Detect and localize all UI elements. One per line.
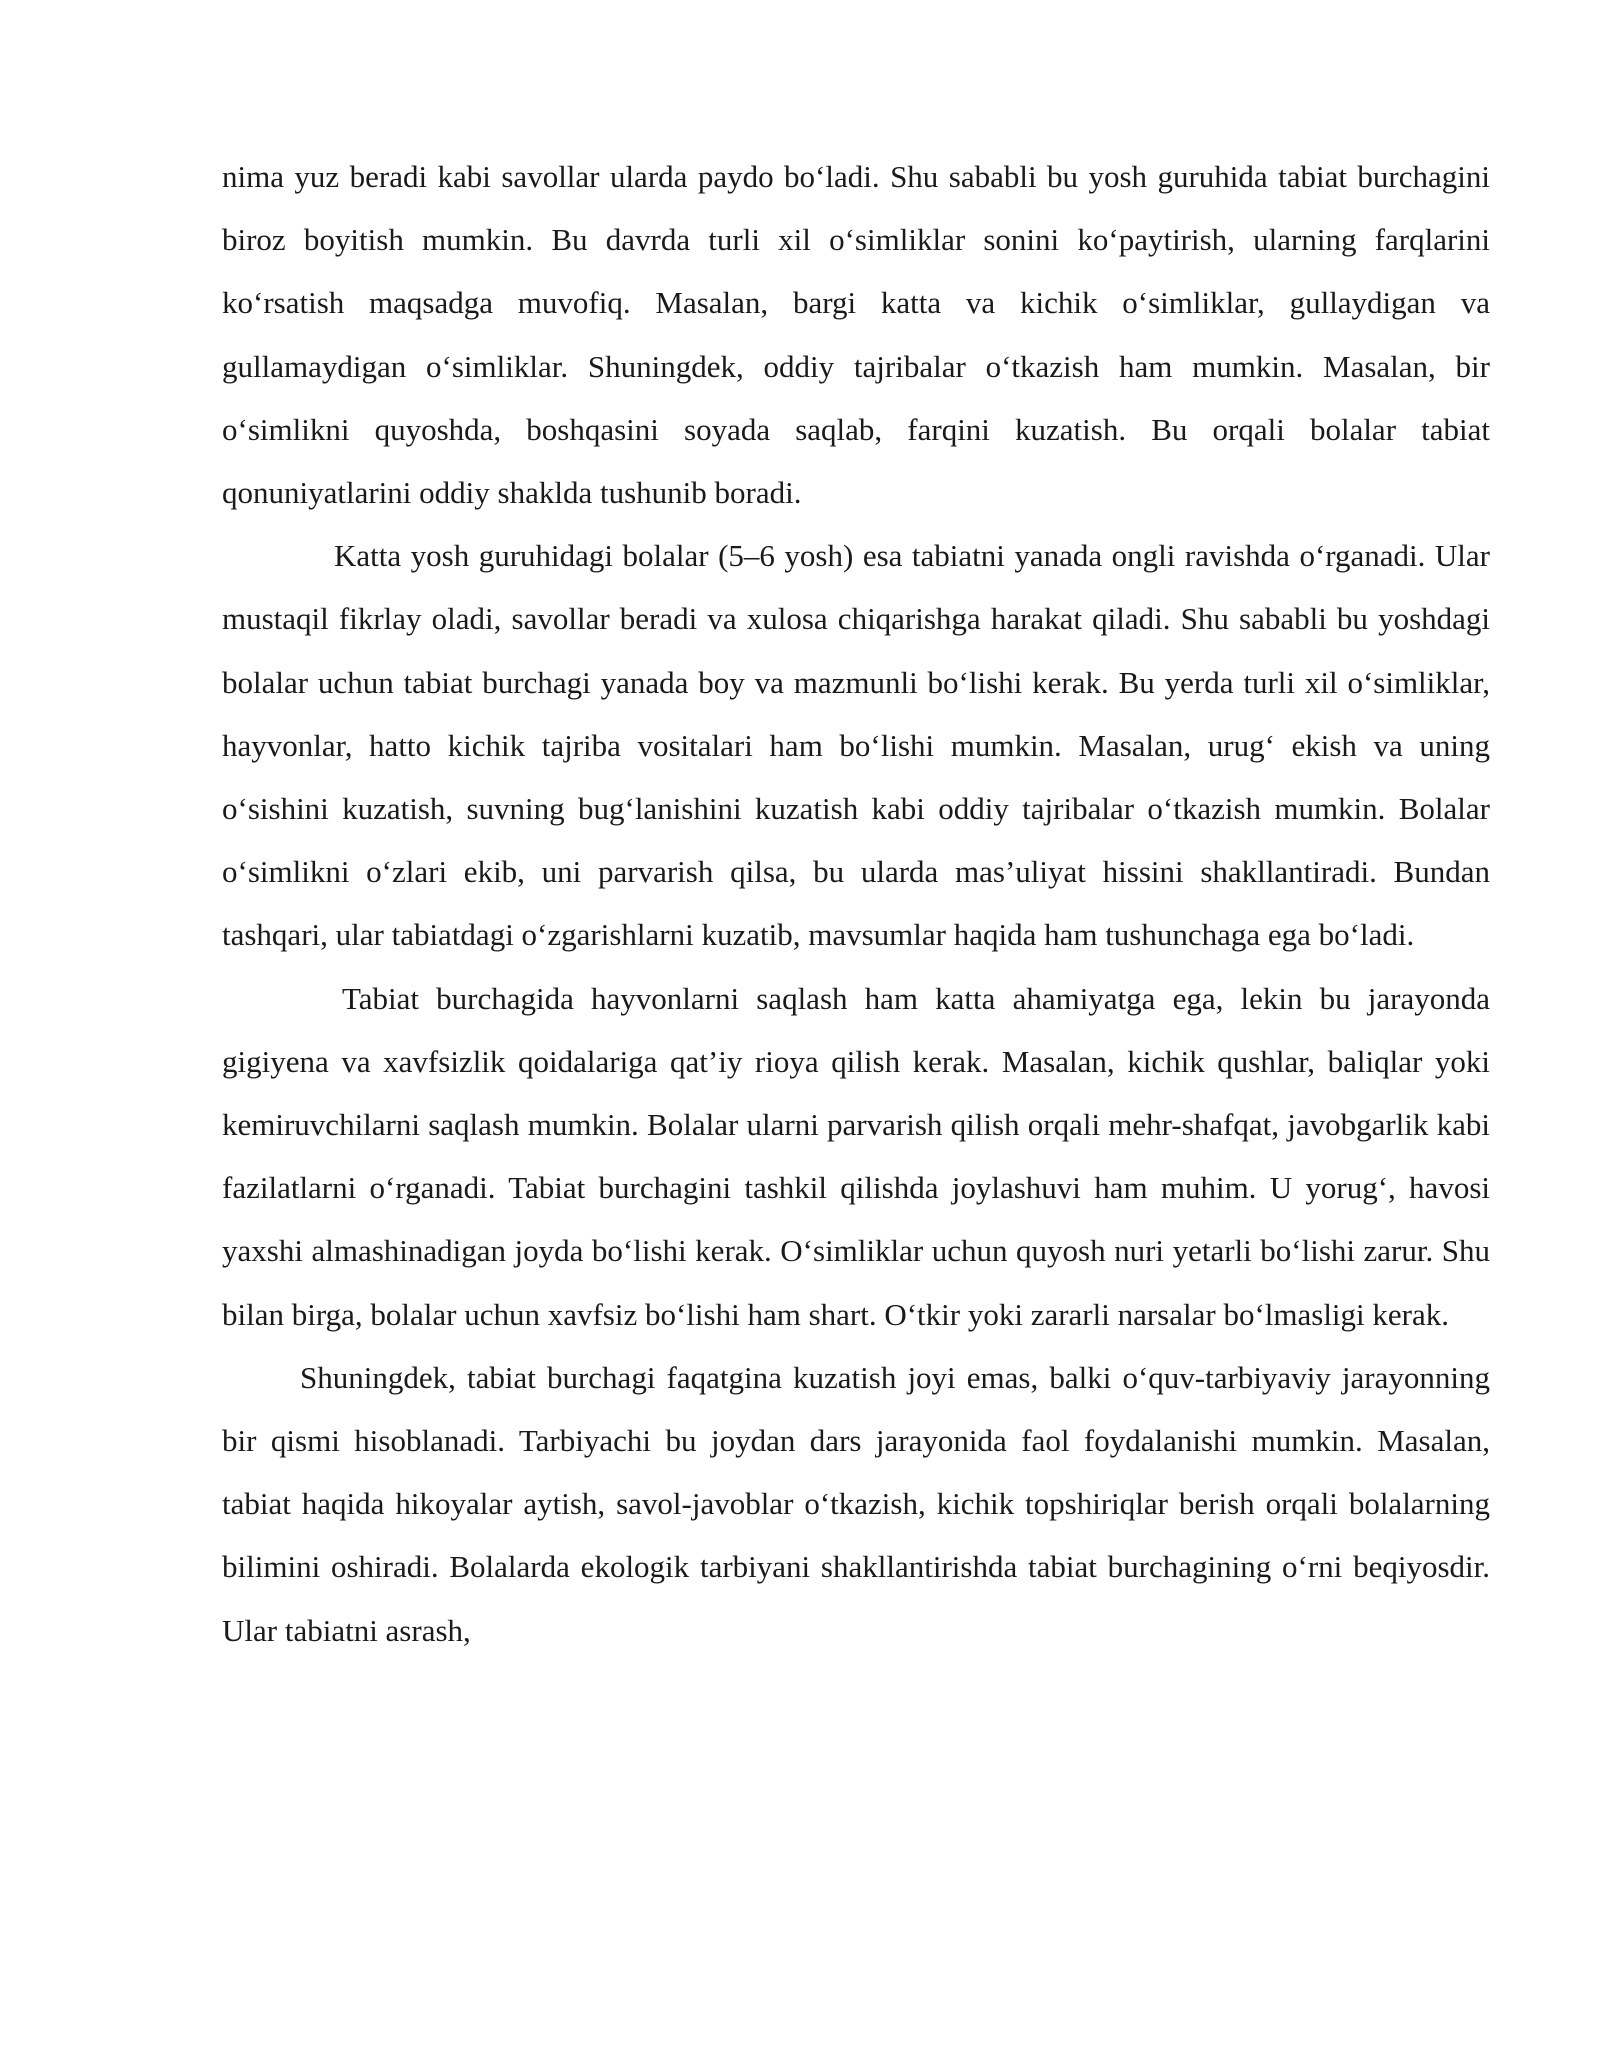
paragraph-1: nima yuz beradi kabi savollar ularda paydo bo‘ladi. Shu sababli bu yosh guruhida tabiat burchagini biroz boyitish mumkin. Bu davrda turli xil o‘simliklar sonini ko‘paytirish, ularning farqlarini ko‘rsatish maqsadga muvofiq. Masalan, bargi katta va kichik o‘simliklar, gullaydigan va gullamaydigan o‘simliklar. Shuningdek, oddiy tajribalar o‘tkazish ham mumkin. Masalan, bir o‘simlikni quyoshda, boshqasini soyada saqlab, farqini kuzatish. Bu orqali bolalar tabiat qonuniyatlarini oddiy shaklda tushunib boradi.	[222, 159, 1490, 511]
body-text	[222, 145, 1490, 1662]
paragraph-3: Tabiat burchagida hayvonlarni saqlash ham katta ahamiyatga ega, lekin bu jarayonda gigiyena va xavfsizlik qoidalariga qat’iy rioya qilish kerak. Masalan, kichik qushlar, baliqlar yoki kemiruvchilarni saqlash mumkin. Bolalar ularni parvarish qilish orqali mehr-shafqat, javobgarlik kabi fazilatlarni o‘rganadi. Tabiat burchagini tashkil qilishda joylashuvi ham muhim. U yorug‘, havosi yaxshi almashinadigan joyda bo‘lishi kerak. O‘simliklar uchun quyosh nuri yetarli bo‘lishi zarur. Shu bilan birga, bolalar uchun xavfsiz bo‘lishi ham shart. O‘tkir yoki zararli narsalar bo‘lmasligi kerak.	[222, 980, 1490, 1332]
paragraph-2: Katta yosh guruhidagi bolalar (5–6 yosh) esa tabiatni yanada ongli ravishda o‘rganadi. Ular mustaqil fikrlay oladi, savollar beradi va xulosa chiqarishga harakat qiladi. Shu sababli bu yoshdagi bolalar uchun tabiat burchagi yanada boy va mazmunli bo‘lishi kerak. Bu yerda turli xil o‘simliklar, hayvonlar, hatto kichik tajriba vositalari ham bo‘lishi mumkin. Masalan, urug‘ ekish va uning o‘sishini kuzatish, suvning bug‘lanishini kuzatish kabi oddiy tajribalar o‘tkazish mumkin. Bolalar o‘simlikni o‘zlari ekib, uni parvarish qilsa, bu ularda mas’uliyat hissini shakllantiradi. Bundan tashqari, ular tabiatdagi o‘zgarishlarni kuzatib, mavsumlar haqida ham tushunchaga ega bo‘ladi.	[222, 538, 1490, 953]
paragraph-4: Shuningdek, tabiat burchagi faqatgina kuzatish joyi emas, balki o‘quv-tarbiyaviy jarayonning bir qismi hisoblanadi. Tarbiyachi bu joydan dars jarayonida faol foydalanishi mumkin. Masalan, tabiat haqida hikoyalar aytish, savol-javoblar o‘tkazish, kichik topshiriqlar berish orqali bolalarning bilimini oshiradi. Bolalarda ekologik tarbiyani shakllantirishda tabiat burchagining o‘rni beqiyosdir. Ular tabiatni asrash,	[222, 1359, 1490, 1648]
